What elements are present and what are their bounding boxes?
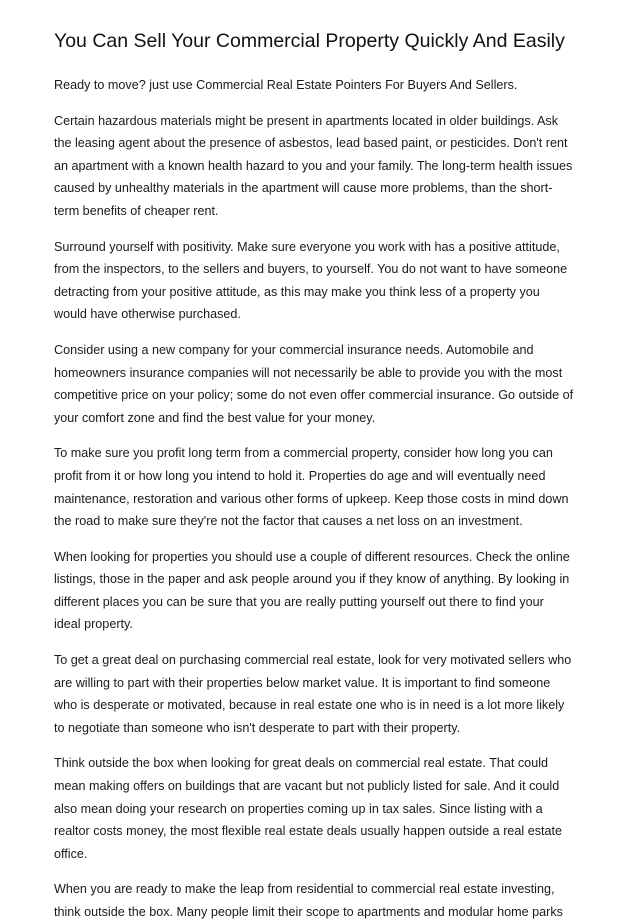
text-line: would have otherwise purchased. [54, 307, 241, 322]
text-line: think outside the box. Many people limit their scope to apartments and modular home parks [54, 905, 563, 919]
text-line: To make sure you profit long term from a commercial property, consider how long you can [54, 446, 553, 461]
text-line: Consider using a new company for your commercial insurance needs. Automobile and [54, 342, 534, 357]
paragraph-insurance [54, 339, 588, 429]
text-line: who is desperate or motivated, because in real estate one who is in need is a lot more likely [54, 698, 565, 713]
text-line: Ready to move? just use Commercial Real Estate Pointers For Buyers And Sellers. [54, 78, 518, 92]
paragraph-positivity [54, 236, 588, 326]
paragraph-long-term-profit [54, 442, 588, 532]
text-line: competitive price on your policy; some do not even offer commercial insurance. Go outside of [54, 388, 574, 403]
text-line: term benefits of cheaper rent. [54, 203, 219, 218]
text-line: your comfort zone and find the best value for your money. [54, 410, 376, 425]
paragraph-intro [54, 74, 588, 97]
paragraph-hazardous-materials [54, 110, 588, 223]
paragraph-outside-the-box [54, 752, 588, 865]
text-line: also mean doing your research on properties coming up in tax sales. Since listing with a [54, 801, 543, 816]
text-line: an apartment with a known health hazard to you and your family. The long-term health issues [54, 158, 573, 173]
text-line: homeowners insurance companies will not necessarily be able to provide you with the most [54, 365, 563, 380]
document-page [54, 0, 588, 924]
text-line: from the inspectors, to the sellers and buyers, to yourself. You do not want to have someone [54, 262, 568, 277]
document-title: You Can Sell Your Commercial Property Quickly And Easily [54, 30, 565, 52]
text-line: the road to make sure they're not the factor that causes a net loss on an investment. [54, 514, 523, 529]
text-line: to negotiate than someone who isn't desperate to part with their property. [54, 720, 461, 735]
text-line: office. [54, 846, 88, 861]
paragraph-resources [54, 546, 588, 636]
text-line: profit from it or how long you intend to hold it. Properties do age and will eventually need [54, 468, 546, 483]
text-line: When you are ready to make the leap from residential to commercial real estate investing, [54, 882, 555, 897]
text-line: ideal property. [54, 617, 133, 632]
text-line: mean making offers on buildings that are vacant but not publicly listed for sale. And it could [54, 779, 560, 794]
text-line: detracting from your positive attitude, as this may make you think less of a property you [54, 284, 540, 299]
paragraph-residential-to-commercial [54, 878, 588, 923]
text-line: Think outside the box when looking for great deals on commercial real estate. That could [54, 756, 548, 771]
paragraph-motivated-sellers [54, 649, 588, 739]
text-line: To get a great deal on purchasing commercial real estate, look for very motivated sellers who [54, 653, 572, 668]
text-line: When looking for properties you should use a couple of different resources. Check the online [54, 549, 570, 564]
text-line: listings, those in the paper and ask people around you if they know of anything. By looking in [54, 572, 570, 587]
text-line: maintenance, restoration and various other forms of upkeep. Keep those costs in mind down [54, 491, 569, 506]
text-line: Certain hazardous materials might be present in apartments located in older buildings. Ask [54, 113, 559, 128]
text-line: caused by unhealthy materials in the apartment will cause more problems, than the short- [54, 181, 553, 196]
text-line: different places you can be sure that you are really putting yourself out there to find your [54, 594, 544, 609]
text-line: Surround yourself with positivity. Make sure everyone you work with has a positive attitude, [54, 239, 560, 254]
text-line: the leasing agent about the presence of asbestos, lead based paint, or pesticides. Don't rent [54, 136, 568, 151]
text-line: realtor costs money, the most flexible real estate deals usually happen outside a real estate [54, 824, 562, 839]
text-line: are willing to part with their properties below market value. It is important to find someone [54, 675, 551, 690]
